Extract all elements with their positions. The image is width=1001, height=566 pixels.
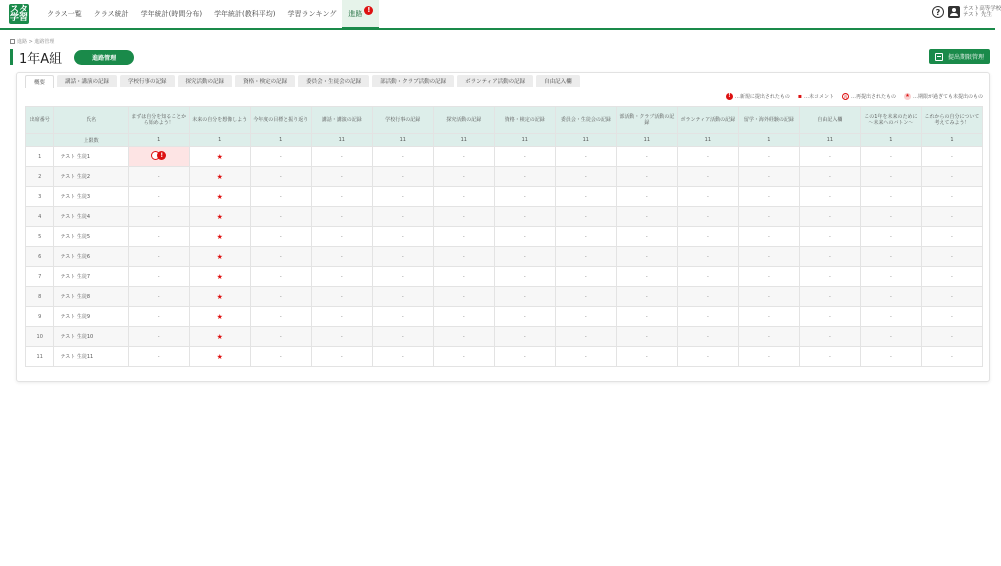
empty-cell[interactable]: - (677, 247, 738, 267)
limit-cell: 1 (860, 134, 921, 147)
attendance-number: 9 (26, 307, 54, 327)
empty-cell[interactable]: - (921, 247, 982, 267)
empty-cell[interactable]: - (250, 267, 311, 287)
student-record-table (25, 106, 983, 367)
limit-cell: 11 (616, 134, 677, 147)
empty-cell[interactable]: - (738, 327, 799, 347)
empty-cell[interactable]: - (616, 267, 677, 287)
empty-cell[interactable]: - (128, 207, 189, 227)
table-row[interactable] (26, 187, 983, 207)
help-icon[interactable]: ? (932, 6, 944, 18)
empty-cell[interactable]: - (433, 307, 494, 327)
empty-cell[interactable]: - (555, 227, 616, 247)
empty-cell[interactable]: - (799, 167, 860, 187)
empty-cell[interactable]: - (494, 267, 555, 287)
student-name[interactable]: テスト 生徒6 (54, 247, 128, 267)
column-header: これからの自分について考えてみよう！ (921, 107, 982, 134)
late-icon: ★ (905, 93, 910, 99)
empty-cell[interactable]: - (555, 167, 616, 187)
limit-cell: 11 (799, 134, 860, 147)
table-header-row (26, 107, 983, 134)
empty-cell[interactable]: - (616, 327, 677, 347)
empty-cell[interactable]: - (799, 187, 860, 207)
empty-cell[interactable]: - (128, 267, 189, 287)
student-name[interactable]: テスト 生徒8 (54, 287, 128, 307)
legend-text: …期限が過ぎても未提出のもの (912, 94, 983, 100)
empty-cell[interactable]: - (799, 307, 860, 327)
user-school: テスト高等学校 (963, 6, 1001, 12)
empty-cell[interactable]: - (250, 287, 311, 307)
empty-cell[interactable]: - (616, 207, 677, 227)
empty-cell[interactable]: - (494, 227, 555, 247)
empty-cell[interactable]: - (860, 167, 921, 187)
late-cell[interactable] (189, 167, 250, 187)
empty-cell[interactable]: - (860, 347, 921, 367)
attendance-number: 7 (26, 267, 54, 287)
empty-cell[interactable]: - (921, 207, 982, 227)
empty-cell[interactable]: - (921, 347, 982, 367)
limit-cell: 11 (494, 134, 555, 147)
column-header: 自由記入欄 (799, 107, 860, 134)
late-star-icon: ★ (216, 272, 223, 281)
empty-cell[interactable]: - (860, 207, 921, 227)
nav-label: 進路 (348, 10, 363, 18)
deadline-button-label: 提出期限管理 (947, 54, 984, 61)
empty-cell[interactable]: - (372, 267, 433, 287)
empty-cell[interactable]: - (250, 327, 311, 347)
table-row[interactable] (26, 227, 983, 247)
limit-cell: 11 (311, 134, 372, 147)
late-cell[interactable] (189, 147, 250, 167)
legend-late (904, 93, 983, 100)
column-header: 出席番号 (26, 107, 54, 134)
legend-text: …新規に提出されたもの (734, 94, 790, 100)
empty-cell[interactable]: - (860, 227, 921, 247)
nav-label: クラス統計 (93, 10, 129, 18)
empty-cell[interactable]: - (433, 187, 494, 207)
late-cell[interactable] (189, 207, 250, 227)
tab-6[interactable]: 部活動・クラブ活動の記録 (372, 75, 454, 87)
empty-cell[interactable]: - (250, 187, 311, 207)
empty-cell[interactable]: - (250, 207, 311, 227)
legend (718, 93, 983, 100)
empty-cell[interactable]: - (738, 187, 799, 207)
empty-cell[interactable]: - (555, 267, 616, 287)
limit-blank (26, 134, 54, 147)
empty-cell[interactable]: - (677, 227, 738, 247)
empty-cell[interactable]: - (494, 247, 555, 267)
empty-cell[interactable]: - (433, 347, 494, 367)
empty-cell[interactable]: - (372, 227, 433, 247)
nav-label: クラス一覧 (47, 10, 82, 18)
empty-cell[interactable]: - (311, 207, 372, 227)
late-star-icon: ★ (216, 252, 223, 261)
main-nav (41, 0, 379, 28)
empty-cell[interactable]: - (433, 167, 494, 187)
table-row[interactable] (26, 247, 983, 267)
empty-cell[interactable]: - (677, 207, 738, 227)
student-name[interactable]: テスト 生徒2 (54, 167, 128, 187)
empty-cell[interactable]: - (311, 267, 372, 287)
column-header: 留学・海外経験の記録 (738, 107, 799, 134)
tab-3[interactable]: 探究活動の記録 (178, 75, 233, 87)
student-name[interactable]: テスト 生徒5 (54, 227, 128, 247)
empty-cell[interactable]: - (555, 307, 616, 327)
empty-cell[interactable]: - (799, 147, 860, 167)
user-info[interactable] (963, 6, 1001, 18)
table-row[interactable] (26, 147, 983, 167)
empty-cell[interactable]: - (372, 327, 433, 347)
empty-cell[interactable]: - (433, 267, 494, 287)
empty-cell[interactable]: - (677, 327, 738, 347)
limit-row (26, 134, 983, 147)
table-row[interactable] (26, 287, 983, 307)
column-header: 部活動・クラブ活動の記録 (616, 107, 677, 134)
empty-cell[interactable]: - (494, 147, 555, 167)
resubmit-icon: 再 (843, 94, 848, 99)
student-name[interactable]: テスト 生徒10 (54, 327, 128, 347)
attendance-number: 8 (26, 287, 54, 307)
empty-cell[interactable]: - (799, 207, 860, 227)
late-star-icon: ★ (216, 192, 223, 201)
late-star-icon: ★ (216, 172, 223, 181)
late-cell[interactable] (189, 267, 250, 287)
empty-cell[interactable]: - (494, 187, 555, 207)
table-row[interactable] (26, 307, 983, 327)
late-star-icon: ★ (216, 352, 223, 361)
empty-cell[interactable]: - (616, 227, 677, 247)
tab-1[interactable]: 講話・講演の記録 (57, 75, 117, 87)
attendance-number: 11 (26, 347, 54, 367)
empty-cell[interactable]: - (555, 247, 616, 267)
column-header: 今年度の目標と振り返り (250, 107, 311, 134)
legend-new (726, 93, 790, 100)
table-row[interactable] (26, 207, 983, 227)
empty-cell[interactable]: - (921, 307, 982, 327)
empty-cell[interactable]: - (311, 167, 372, 187)
late-star-icon: ★ (216, 232, 223, 241)
empty-cell[interactable]: - (372, 167, 433, 187)
empty-cell[interactable]: - (921, 267, 982, 287)
table-row[interactable] (26, 267, 983, 287)
student-name[interactable]: テスト 生徒11 (54, 347, 128, 367)
student-name[interactable]: テスト 生徒4 (54, 207, 128, 227)
empty-cell[interactable]: - (311, 307, 372, 327)
page-badge: 進路管理 (74, 50, 134, 65)
empty-cell[interactable]: - (555, 287, 616, 307)
page-title: 1年A組 (19, 51, 63, 67)
late-cell[interactable] (189, 347, 250, 367)
empty-cell[interactable]: - (128, 287, 189, 307)
calendar-icon (935, 53, 943, 61)
user-icon[interactable] (948, 6, 960, 18)
empty-cell[interactable]: - (311, 147, 372, 167)
column-header: まずは自分を知ることから始めよう！ (128, 107, 189, 134)
alert-badge-icon: ! (364, 6, 373, 15)
empty-cell[interactable]: - (494, 167, 555, 187)
limit-cell: 11 (677, 134, 738, 147)
content-card (16, 72, 990, 382)
late-cell[interactable] (189, 227, 250, 247)
record-tabs (17, 73, 989, 87)
empty-cell[interactable]: - (738, 287, 799, 307)
empty-cell[interactable]: - (616, 167, 677, 187)
empty-cell[interactable]: - (921, 147, 982, 167)
empty-cell[interactable]: - (372, 147, 433, 167)
empty-cell[interactable]: - (738, 167, 799, 187)
attendance-number: 3 (26, 187, 54, 207)
tab-8[interactable]: 自由記入欄 (536, 75, 580, 87)
breadcrumb (10, 38, 54, 45)
empty-cell[interactable]: - (738, 247, 799, 267)
empty-cell[interactable]: - (738, 207, 799, 227)
late-star-icon: ★ (216, 212, 223, 221)
empty-cell[interactable]: - (311, 287, 372, 307)
late-cell[interactable] (189, 327, 250, 347)
empty-cell[interactable]: - (433, 247, 494, 267)
empty-cell[interactable]: - (860, 247, 921, 267)
empty-cell[interactable]: - (799, 347, 860, 367)
empty-cell[interactable]: - (311, 327, 372, 347)
empty-cell[interactable]: - (616, 187, 677, 207)
deadline-management-button[interactable] (929, 49, 990, 64)
empty-cell[interactable]: - (250, 167, 311, 187)
column-header: 講話・講演の記録 (311, 107, 372, 134)
new-submission-cell[interactable] (128, 147, 189, 167)
legend-text: …未コメント (803, 94, 834, 100)
empty-cell[interactable]: - (677, 187, 738, 207)
tab-4[interactable]: 資格・検定の記録 (235, 75, 295, 87)
column-header: 資格・検定の記録 (494, 107, 555, 134)
empty-cell[interactable]: - (799, 227, 860, 247)
empty-cell[interactable]: - (860, 267, 921, 287)
new-submission-icon: ! (726, 93, 733, 100)
column-header: 委員会・生徒会の記録 (555, 107, 616, 134)
nav-label: 学習ランキング (287, 10, 337, 18)
empty-cell[interactable]: - (250, 227, 311, 247)
empty-cell[interactable]: - (311, 227, 372, 247)
nav-label: 学年統計(教科平均) (214, 10, 276, 18)
empty-cell[interactable]: - (799, 287, 860, 307)
empty-cell[interactable]: - (250, 347, 311, 367)
empty-cell[interactable]: - (860, 327, 921, 347)
limit-cell: 1 (128, 134, 189, 147)
empty-cell[interactable]: - (311, 187, 372, 207)
no-comment-icon: ▪ (797, 93, 802, 100)
empty-cell[interactable]: - (921, 227, 982, 247)
legend-text: …再提出されたもの (850, 94, 896, 100)
empty-cell[interactable]: - (799, 247, 860, 267)
nav-grade-stats-time[interactable] (135, 0, 208, 28)
empty-cell[interactable]: - (372, 247, 433, 267)
empty-cell[interactable]: - (555, 327, 616, 347)
user-area (932, 6, 1001, 18)
empty-cell[interactable]: - (921, 287, 982, 307)
limit-cell: 11 (372, 134, 433, 147)
empty-cell[interactable]: - (738, 307, 799, 327)
empty-cell[interactable]: - (555, 347, 616, 367)
late-star-icon: ★ (216, 292, 223, 301)
empty-cell[interactable]: - (677, 267, 738, 287)
late-cell[interactable] (189, 287, 250, 307)
empty-cell[interactable]: - (616, 247, 677, 267)
empty-cell[interactable]: - (372, 187, 433, 207)
empty-cell[interactable]: - (677, 167, 738, 187)
empty-cell[interactable]: - (433, 327, 494, 347)
limit-cell: 11 (433, 134, 494, 147)
legend-comment (798, 93, 834, 100)
student-name[interactable]: テスト 生徒3 (54, 187, 128, 207)
table-row[interactable] (26, 327, 983, 347)
home-icon[interactable] (10, 39, 15, 44)
tab-2[interactable]: 学校行事の記録 (120, 75, 175, 87)
empty-cell[interactable]: - (433, 147, 494, 167)
empty-cell[interactable]: - (372, 207, 433, 227)
empty-cell[interactable]: - (921, 187, 982, 207)
empty-cell[interactable]: - (860, 147, 921, 167)
attendance-number: 6 (26, 247, 54, 267)
empty-cell[interactable]: - (494, 307, 555, 327)
page-header (10, 48, 990, 66)
limit-cell: 1 (921, 134, 982, 147)
late-cell[interactable] (189, 247, 250, 267)
legend-resubmit (842, 93, 896, 100)
limit-cell: 1 (250, 134, 311, 147)
empty-cell[interactable]: - (738, 147, 799, 167)
empty-cell[interactable]: - (860, 307, 921, 327)
table-body (26, 147, 983, 367)
attendance-number: 5 (26, 227, 54, 247)
empty-cell[interactable]: - (494, 327, 555, 347)
empty-cell[interactable]: - (555, 207, 616, 227)
empty-cell[interactable]: - (555, 147, 616, 167)
student-name[interactable]: テスト 生徒1 (54, 147, 128, 167)
empty-cell[interactable]: - (677, 147, 738, 167)
attendance-number: 10 (26, 327, 54, 347)
empty-cell[interactable]: - (250, 247, 311, 267)
empty-cell[interactable]: - (494, 287, 555, 307)
tab-7[interactable]: ボランティア活動の記録 (457, 75, 533, 87)
late-star-icon: ★ (216, 332, 223, 341)
empty-cell[interactable]: - (128, 347, 189, 367)
empty-cell[interactable]: - (738, 227, 799, 247)
late-cell[interactable] (189, 187, 250, 207)
limit-cell: 1 (738, 134, 799, 147)
column-header: ボランティア活動の記録 (677, 107, 738, 134)
empty-cell[interactable]: - (677, 287, 738, 307)
nav-class-list[interactable] (41, 0, 88, 28)
empty-cell[interactable]: - (128, 327, 189, 347)
empty-cell[interactable]: - (128, 167, 189, 187)
user-name: テスト 先生 (963, 12, 993, 18)
limit-cell: 1 (189, 134, 250, 147)
empty-cell[interactable]: - (128, 187, 189, 207)
limit-label: 上限数 (54, 134, 128, 147)
nav-grade-stats-subject[interactable] (208, 0, 281, 28)
column-header: 探究活動の記録 (433, 107, 494, 134)
empty-cell[interactable]: - (738, 347, 799, 367)
column-header: 未来の自分を想像しよう (189, 107, 250, 134)
column-header: この1年を未来のために ～未来へのバトン～ (860, 107, 921, 134)
empty-cell[interactable]: - (616, 307, 677, 327)
limit-cell: 11 (555, 134, 616, 147)
nav-career[interactable] (342, 0, 379, 28)
empty-cell[interactable]: - (799, 267, 860, 287)
empty-cell[interactable]: - (921, 327, 982, 347)
student-name[interactable]: テスト 生徒7 (54, 267, 128, 287)
empty-cell[interactable]: - (616, 287, 677, 307)
empty-cell[interactable]: - (616, 147, 677, 167)
title-accent (10, 49, 13, 65)
new-submission-icon (151, 151, 166, 160)
student-name[interactable]: テスト 生徒9 (54, 307, 128, 327)
empty-cell[interactable]: - (128, 307, 189, 327)
empty-cell[interactable]: - (311, 347, 372, 367)
empty-cell[interactable]: - (311, 247, 372, 267)
empty-cell[interactable]: - (860, 187, 921, 207)
late-cell[interactable] (189, 307, 250, 327)
empty-cell[interactable]: - (128, 227, 189, 247)
app-logo[interactable]: スタ 学習 (9, 5, 28, 23)
nav-class-stats[interactable] (88, 0, 135, 28)
empty-cell[interactable]: - (433, 207, 494, 227)
late-star-icon: ★ (216, 312, 223, 321)
nav-ranking[interactable] (282, 0, 343, 28)
attendance-number: 1 (26, 147, 54, 167)
empty-cell[interactable]: - (677, 347, 738, 367)
empty-cell[interactable]: - (372, 307, 433, 327)
empty-cell[interactable]: - (128, 247, 189, 267)
late-star-icon: ★ (216, 152, 223, 161)
empty-cell[interactable]: - (555, 187, 616, 207)
breadcrumb-text[interactable]: 進路 > 進路管理 (17, 39, 55, 45)
empty-cell[interactable]: - (433, 287, 494, 307)
empty-cell[interactable]: - (433, 227, 494, 247)
tab-0[interactable]: 概要 (25, 75, 54, 88)
tab-5[interactable]: 委員会・生徒会の記録 (298, 75, 369, 87)
attendance-number: 2 (26, 167, 54, 187)
empty-cell[interactable]: - (494, 207, 555, 227)
empty-cell[interactable]: - (860, 287, 921, 307)
empty-cell[interactable]: - (250, 307, 311, 327)
empty-cell[interactable]: - (372, 347, 433, 367)
empty-cell[interactable]: - (677, 307, 738, 327)
empty-cell[interactable]: - (250, 147, 311, 167)
nav-label: 学年統計(時間分布) (140, 10, 203, 18)
empty-cell[interactable]: - (494, 347, 555, 367)
top-navigation-bar (0, 0, 1001, 30)
column-header: 氏名 (54, 107, 128, 134)
empty-cell[interactable]: - (799, 327, 860, 347)
attendance-number: 4 (26, 207, 54, 227)
empty-cell[interactable]: - (921, 167, 982, 187)
table-row[interactable] (26, 347, 983, 367)
empty-cell[interactable]: - (738, 267, 799, 287)
column-header: 学校行事の記録 (372, 107, 433, 134)
alert-icon: ! (157, 151, 166, 160)
table-row[interactable] (26, 167, 983, 187)
empty-cell[interactable]: - (616, 347, 677, 367)
empty-cell[interactable]: - (372, 287, 433, 307)
